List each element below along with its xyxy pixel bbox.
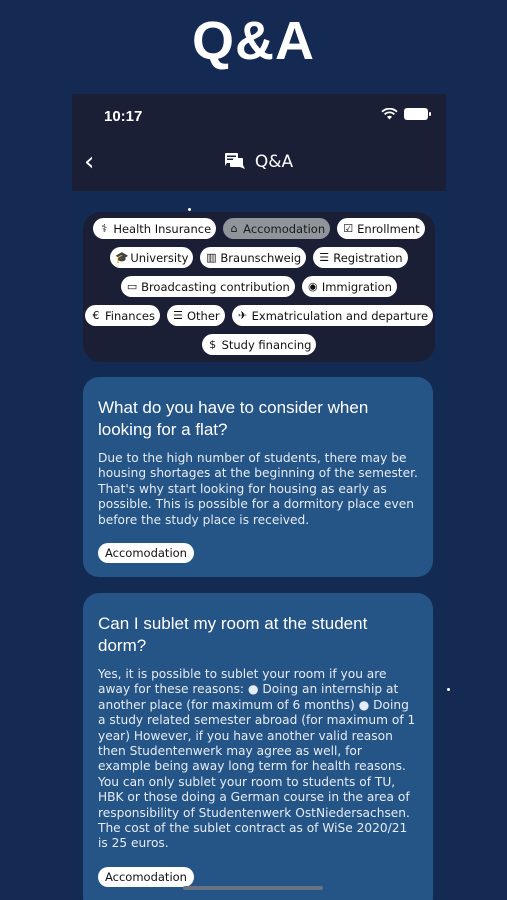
- chip-icon: ⚕: [101, 222, 108, 235]
- chip-icon: $: [209, 338, 217, 351]
- chip-icon: €: [92, 309, 100, 322]
- filter-chip-study-financing[interactable]: [202, 334, 317, 355]
- qa-card[interactable]: [83, 593, 433, 900]
- filter-chip-finances[interactable]: [85, 305, 160, 326]
- filter-row: [89, 247, 429, 268]
- question-title: What do you have to consider when looking for a flat?: [98, 398, 369, 439]
- category-filters: [83, 212, 435, 362]
- nav-title-text: Q&A: [254, 152, 294, 172]
- filter-chip-university[interactable]: [110, 247, 193, 268]
- filter-row: [89, 276, 429, 297]
- chip-label: Other: [186, 308, 220, 323]
- chip-icon: 🎓: [115, 251, 130, 264]
- home-indicator: [183, 886, 323, 890]
- chip-label: Enrollment: [357, 221, 420, 236]
- chip-label: Accomodation: [243, 221, 326, 236]
- chip-label: Finances: [104, 308, 155, 323]
- chip-icon: ✈: [238, 309, 248, 322]
- chip-icon: ☑: [343, 222, 354, 235]
- filter-chip-registration[interactable]: [313, 247, 407, 268]
- question-title: Can I sublet my room at the student dorm?: [98, 614, 368, 655]
- chip-label: University: [130, 250, 189, 265]
- chip-label: Immigration: [321, 279, 392, 294]
- chip-label: Broadcasting contribution: [141, 279, 290, 294]
- forum-icon: [225, 153, 245, 171]
- chip-icon: ⌂: [230, 222, 238, 235]
- phone-screen: [72, 94, 446, 900]
- qa-card[interactable]: [83, 377, 433, 577]
- filter-row: [89, 305, 429, 326]
- filter-chip-other[interactable]: [167, 305, 225, 326]
- filter-row: [89, 218, 429, 239]
- page-title: Q&A: [192, 11, 315, 71]
- filter-chip-enrollment[interactable]: [337, 218, 425, 239]
- filter-chip-health-insurance[interactable]: [93, 218, 216, 239]
- filter-chip-braunschweig[interactable]: [200, 247, 306, 268]
- chip-icon: ☰: [319, 251, 330, 264]
- category-tag[interactable]: Accomodation: [98, 543, 194, 563]
- back-button[interactable]: ‹: [84, 147, 95, 177]
- wifi-icon: [381, 108, 398, 120]
- decorative-dot: [447, 688, 450, 691]
- chip-icon: ◉: [308, 280, 318, 293]
- battery-icon: [404, 108, 428, 120]
- filter-chip-broadcasting-contribution[interactable]: [121, 276, 295, 297]
- chip-label: Exmatriculation and departure: [251, 308, 429, 323]
- top-bar: [72, 94, 446, 191]
- nav-title: [72, 152, 446, 172]
- chip-label: Registration: [333, 250, 403, 265]
- filter-chip-immigration[interactable]: [302, 276, 397, 297]
- chip-icon: ▭: [126, 280, 138, 293]
- chip-label: Health Insurance: [113, 221, 212, 236]
- category-tag[interactable]: Accomodation: [98, 867, 194, 887]
- status-icons: [381, 108, 428, 120]
- answer-text: Yes, it is possible to sublet your room if you are away for these reasons: ● Doing an internship at another place (for maximum of 6 months) ● Doing a study related semester abroad (for maximum of 1 year) However, if you have another valid reason then Studentenwerk may agree as well, for example being away long term for health reasons. You can only sublet your room to students of TU, HBK or those doing a German course in the area of responsibility of Studentenwerk OstNiedersachsen. The cost of the sublet contract as of WiSe 2020/21 is 25 euros.: [98, 667, 416, 851]
- status-time: 10:17: [104, 108, 143, 125]
- answer-text: Due to the high number of students, there may be housing shortages at the beginning of the semester. That's why start looking for housing as early as possible. This is possible for a dormitory place even before the study place is received.: [98, 451, 418, 527]
- filter-chip-exmatriculation-and-departure[interactable]: [232, 305, 433, 326]
- chip-icon: ▥: [206, 251, 217, 264]
- filter-row: [89, 334, 429, 355]
- filter-chip-accomodation[interactable]: [223, 218, 330, 239]
- chip-icon: ☰: [173, 309, 183, 322]
- chip-label: Study financing: [221, 337, 312, 352]
- chip-label: Braunschweig: [220, 250, 302, 265]
- decorative-dot: [188, 208, 191, 211]
